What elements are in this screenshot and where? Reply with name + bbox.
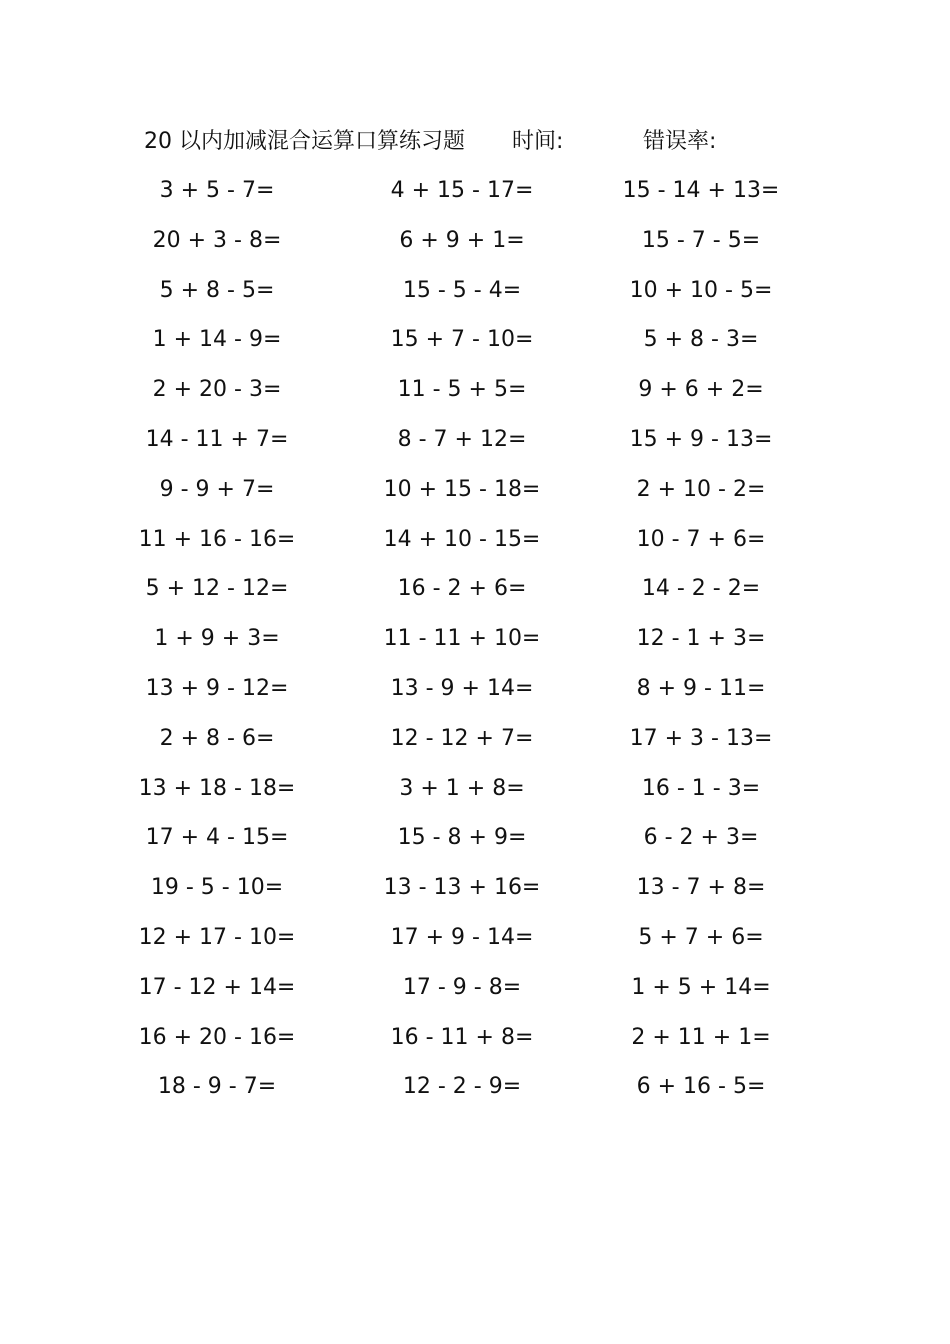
math-problem: 11 - 11 + 10= (383, 626, 541, 652)
math-problem: 2 + 11 + 1= (631, 1024, 771, 1050)
math-problem: 17 + 4 - 15= (145, 825, 289, 851)
problem-row (0, 564, 950, 614)
math-problem: 19 - 5 - 10= (150, 875, 284, 901)
math-problem: 16 - 1 - 3= (641, 775, 761, 801)
math-problem: 17 + 9 - 14= (390, 924, 534, 950)
problem-row (0, 365, 950, 415)
math-problem: 5 + 8 - 3= (643, 327, 759, 353)
worksheet-header (0, 124, 950, 160)
math-problem: 4 + 15 - 17= (390, 178, 534, 203)
math-problem: 13 + 18 - 18= (138, 775, 296, 801)
problem-row (0, 913, 950, 963)
math-problem: 13 + 9 - 12= (145, 675, 289, 701)
math-problem: 12 - 2 - 9= (402, 1074, 522, 1100)
problem-row (0, 1013, 950, 1063)
math-problem: 1 + 5 + 14= (631, 974, 771, 1000)
math-problem: 8 - 7 + 12= (397, 426, 527, 452)
math-problem: 14 - 2 - 2= (641, 576, 761, 602)
math-problem: 10 + 10 - 5= (629, 277, 773, 303)
math-problem: 15 + 7 - 10= (390, 327, 534, 353)
math-problem: 6 + 9 + 1= (399, 227, 525, 253)
math-problem: 13 - 9 + 14= (390, 675, 534, 701)
math-problem: 6 + 16 - 5= (636, 1074, 766, 1100)
math-problem: 18 - 9 - 7= (157, 1074, 277, 1100)
problem-row (0, 515, 950, 565)
math-problem: 8 + 9 - 11= (636, 675, 766, 701)
math-problem: 5 + 7 + 6= (638, 924, 764, 950)
math-problem: 12 - 12 + 7= (390, 725, 534, 751)
math-problem: 13 - 13 + 16= (383, 875, 541, 901)
math-problem: 6 - 2 + 3= (643, 825, 759, 851)
problem-row (0, 1062, 950, 1112)
problem-row (0, 664, 950, 714)
math-problem: 11 + 16 - 16= (138, 526, 296, 552)
math-problem: 10 + 15 - 18= (383, 476, 541, 502)
time-label: 时间: (512, 129, 564, 154)
math-problem: 9 + 6 + 2= (638, 377, 764, 403)
math-problem: 17 - 12 + 14= (138, 974, 296, 1000)
math-problem: 12 - 1 + 3= (636, 626, 766, 652)
problem-row (0, 415, 950, 465)
math-problem: 11 - 5 + 5= (397, 377, 527, 403)
problem-row (0, 714, 950, 764)
math-problem: 2 + 8 - 6= (159, 725, 275, 751)
math-problem: 2 + 10 - 2= (636, 476, 766, 502)
problem-row (0, 216, 950, 266)
problem-row (0, 315, 950, 365)
problem-row (0, 863, 950, 913)
problem-row (0, 764, 950, 814)
math-problem: 14 - 11 + 7= (145, 426, 289, 452)
math-problem: 15 - 14 + 13= (622, 178, 780, 203)
math-problem: 16 - 11 + 8= (390, 1024, 534, 1050)
worksheet-title: 20 以内加减混合运算口算练习题 (144, 129, 465, 154)
math-problem: 20 + 3 - 8= (152, 227, 282, 253)
problem-row (0, 614, 950, 664)
problem-row (0, 166, 950, 216)
math-problem: 10 - 7 + 6= (636, 526, 766, 552)
math-problem: 13 - 7 + 8= (636, 875, 766, 901)
math-problem: 16 - 2 + 6= (397, 576, 527, 602)
math-problem: 15 - 8 + 9= (397, 825, 527, 851)
math-problem: 16 + 20 - 16= (138, 1024, 296, 1050)
math-problem: 14 + 10 - 15= (383, 526, 541, 552)
problem-row (0, 813, 950, 863)
math-problem: 3 + 5 - 7= (159, 178, 275, 203)
math-problem: 12 + 17 - 10= (138, 924, 296, 950)
math-problem: 2 + 20 - 3= (152, 377, 282, 403)
error-rate-label: 错误率: (643, 129, 717, 154)
problem-grid (0, 166, 950, 1112)
math-problem: 9 - 9 + 7= (159, 476, 275, 502)
problem-row (0, 963, 950, 1013)
math-problem: 15 + 9 - 13= (629, 426, 773, 452)
problem-row (0, 465, 950, 515)
math-problem: 1 + 14 - 9= (152, 327, 282, 353)
math-problem: 15 - 5 - 4= (402, 277, 522, 303)
math-problem: 3 + 1 + 8= (399, 775, 525, 801)
math-problem: 5 + 8 - 5= (159, 277, 275, 303)
math-problem: 17 + 3 - 13= (629, 725, 773, 751)
problem-row (0, 266, 950, 316)
math-problem: 17 - 9 - 8= (402, 974, 522, 1000)
math-problem: 1 + 9 + 3= (154, 626, 280, 652)
math-problem: 15 - 7 - 5= (641, 227, 761, 253)
math-problem: 5 + 12 - 12= (145, 576, 289, 602)
